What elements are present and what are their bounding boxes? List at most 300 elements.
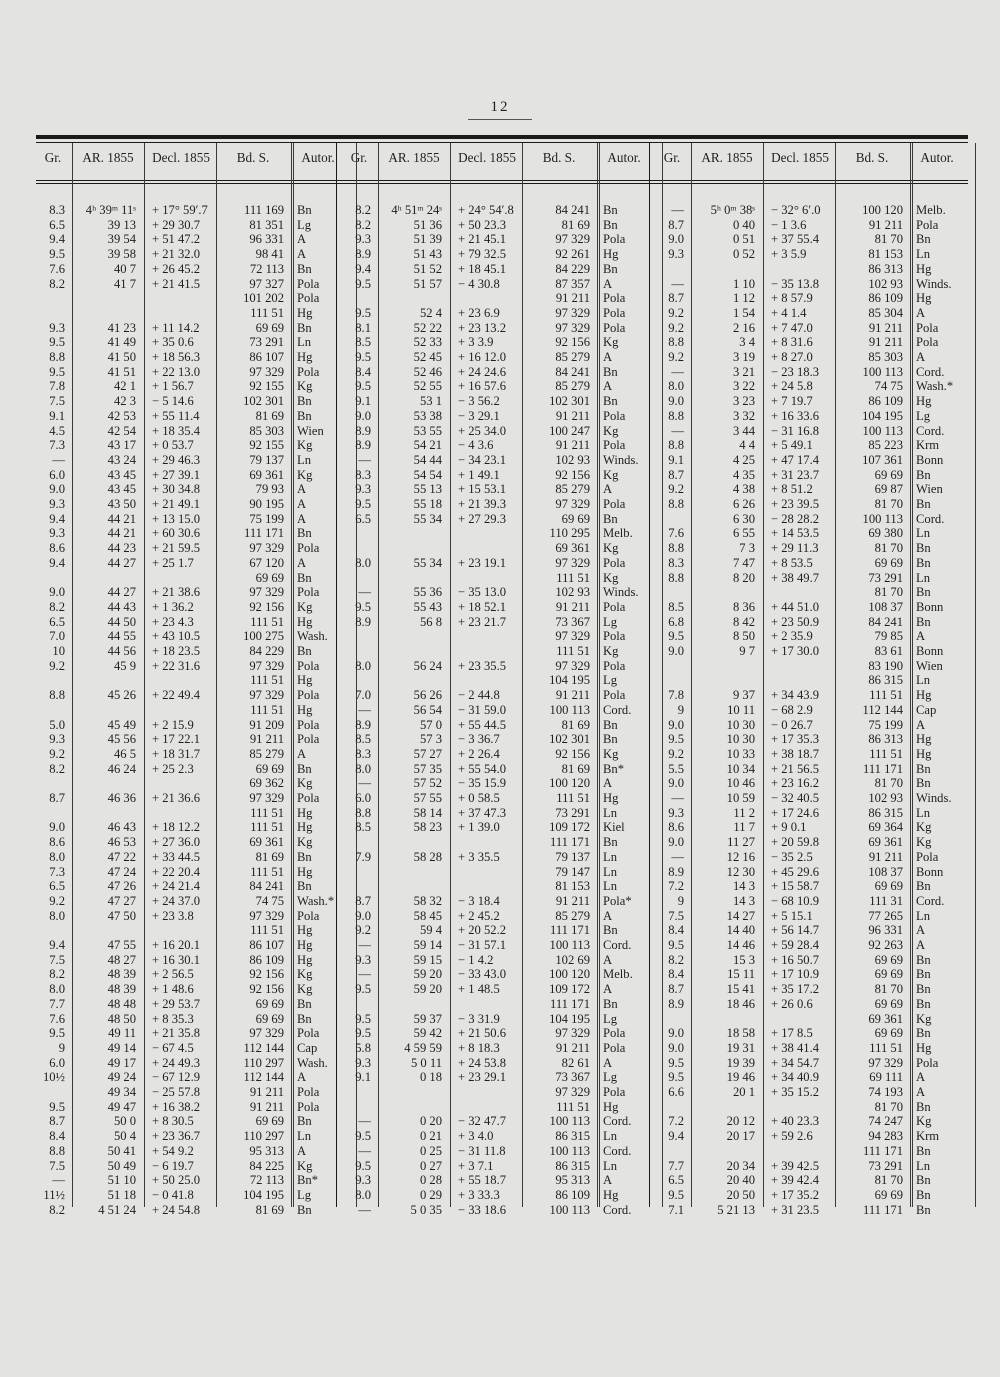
- cell-declination: + 27 29.3: [458, 511, 507, 526]
- cell-magnitude: —: [358, 1202, 371, 1217]
- cell-bd-zone-star: 97 329: [555, 305, 590, 320]
- cell-bd-zone-star: 69 69: [874, 879, 903, 894]
- cell-bd-zone-star: 104 195: [549, 673, 590, 688]
- cell-right-ascension: 55 34: [413, 511, 442, 526]
- cell-author: A: [916, 923, 926, 938]
- cell-author: Kg: [603, 570, 619, 585]
- cell-author: A: [297, 232, 307, 247]
- cell-author: Pola: [603, 1040, 626, 1055]
- cell-magnitude: 9.5: [355, 350, 371, 364]
- cell-bd-zone-star: 75 199: [249, 511, 284, 526]
- cell-declination: + 23 13.2: [458, 320, 507, 335]
- cell-declination: + 21 36.6: [152, 791, 201, 805]
- cell-declination: + 0 53.7: [152, 438, 194, 453]
- cell-declination: − 32 47.7: [458, 1114, 507, 1129]
- cell-right-ascension: 18 46: [726, 996, 755, 1011]
- cell-bd-zone-star: 111 51: [250, 673, 284, 688]
- cell-bd-zone-star: 100 120: [862, 203, 903, 217]
- cell-declination: − 31 57.1: [458, 938, 507, 952]
- cell-bd-zone-star: 79 137: [555, 849, 590, 864]
- cell-right-ascension: 57 52: [413, 776, 442, 791]
- cell-declination: − 0 26.7: [771, 717, 813, 732]
- cell-magnitude: 9.3: [49, 320, 65, 335]
- cell-author: A: [603, 776, 613, 791]
- cell-magnitude: 8.7: [49, 791, 65, 805]
- cell-right-ascension: 20 40: [726, 1173, 755, 1188]
- cell-author: Bn: [297, 570, 312, 585]
- cell-declination: + 13 15.0: [152, 511, 201, 526]
- cell-right-ascension: 50 4: [113, 1129, 136, 1144]
- cell-bd-zone-star: 92 156: [249, 982, 284, 997]
- cell-bd-zone-star: 102 93: [868, 276, 903, 291]
- cell-declination: + 23 3.8: [152, 908, 194, 923]
- cell-right-ascension: 42 54: [107, 423, 136, 438]
- cell-magnitude: 8.7: [355, 893, 371, 908]
- cell-author: Ln: [916, 908, 930, 923]
- cell-author: A: [916, 1070, 926, 1085]
- cell-declination: + 3 33.3: [458, 1187, 500, 1202]
- cell-right-ascension: 57 3: [419, 732, 442, 747]
- cell-right-ascension: 4 35: [732, 467, 755, 482]
- cell-bd-zone-star: 100 113: [862, 423, 903, 438]
- cell-magnitude: 9.0: [668, 717, 684, 732]
- cell-declination: + 18 45.1: [458, 261, 507, 276]
- cell-magnitude: 8.8: [668, 570, 684, 585]
- cell-magnitude: 6.0: [49, 467, 65, 482]
- cell-right-ascension: 42 3: [113, 394, 136, 409]
- cell-author: Pola: [297, 688, 320, 703]
- cell-declination: + 24 21.4: [152, 879, 201, 894]
- cell-bd-zone-star: 110 297: [243, 1129, 284, 1144]
- cell-declination: + 50 25.0: [152, 1173, 201, 1188]
- cell-author: A: [297, 511, 307, 526]
- cell-magnitude: 8.7: [668, 291, 684, 306]
- cell-author: Ln: [916, 247, 930, 262]
- cell-bd-zone-star: 112 144: [862, 702, 903, 717]
- cell-right-ascension: 49 17: [107, 1055, 136, 1070]
- column-separator: [597, 143, 600, 1207]
- cell-magnitude: 8.8: [49, 1143, 65, 1158]
- cell-bd-zone-star: 102 301: [243, 394, 284, 409]
- cell-author: Pola*: [603, 893, 632, 908]
- cell-author: Pola: [297, 717, 320, 732]
- cell-magnitude: 9.0: [668, 776, 684, 791]
- cell-right-ascension: 0 20: [419, 1114, 442, 1129]
- cell-declination: − 35 13.0: [458, 585, 507, 600]
- column-header-magnitude: Gr.: [663, 150, 681, 165]
- cell-author: Hg: [297, 673, 313, 688]
- cell-declination: + 20 52.2: [458, 923, 507, 938]
- cell-declination: + 22 20.4: [152, 864, 201, 879]
- cell-declination: + 55 44.5: [458, 717, 507, 732]
- cell-declination: + 22 13.0: [152, 364, 201, 379]
- cell-declination: + 18 52.1: [458, 599, 507, 614]
- cell-declination: + 3 3.9: [458, 335, 494, 350]
- cell-bd-zone-star: 111 51: [556, 1099, 590, 1114]
- cell-right-ascension: 46 5: [113, 746, 136, 761]
- cell-magnitude: 7.8: [49, 379, 65, 394]
- cell-magnitude: 8.0: [49, 849, 65, 864]
- cell-author: A: [603, 952, 613, 967]
- cell-author: Kg: [603, 644, 619, 658]
- cell-declination: + 23 29.1: [458, 1070, 507, 1085]
- cell-author: A: [297, 746, 307, 761]
- cell-right-ascension: 0 51: [732, 232, 755, 247]
- cell-bd-zone-star: 86 313: [868, 261, 903, 276]
- cell-bd-zone-star: 81 69: [255, 1202, 284, 1217]
- cell-declination: + 51 47.2: [152, 232, 201, 247]
- cell-author: Bn: [916, 967, 931, 982]
- cell-right-ascension: 3 22: [732, 379, 755, 394]
- cell-author: Hg: [297, 805, 313, 820]
- cell-right-ascension: 44 21: [107, 511, 136, 526]
- cell-author: Cord.: [603, 1114, 632, 1129]
- cell-right-ascension: 19 31: [726, 1040, 755, 1055]
- cell-declination: − 2 44.8: [458, 688, 500, 703]
- cell-bd-zone-star: 100 113: [549, 1202, 590, 1217]
- cell-declination: − 0 41.8: [152, 1187, 194, 1202]
- cell-right-ascension: 4 4: [739, 438, 755, 453]
- cell-author: Bn: [297, 849, 312, 864]
- cell-bd-zone-star: 69 69: [255, 996, 284, 1011]
- cell-declination: − 68 10.9: [771, 893, 820, 908]
- cell-author: Bn: [916, 1202, 931, 1217]
- cell-bd-zone-star: 92 261: [555, 247, 590, 262]
- cell-declination: + 18 35.4: [152, 423, 201, 438]
- cell-bd-zone-star: 69 111: [869, 1070, 903, 1085]
- cell-right-ascension: 57 0: [419, 717, 442, 732]
- cell-right-ascension: 11 27: [727, 835, 755, 850]
- cell-declination: − 31 11.8: [458, 1143, 506, 1158]
- cell-author: Bn: [916, 879, 931, 894]
- cell-magnitude: 9.5: [49, 1026, 65, 1041]
- cell-magnitude: 9.3: [668, 805, 684, 820]
- cell-bd-zone-star: 81 351: [249, 217, 284, 232]
- cell-right-ascension: 10 33: [726, 746, 755, 761]
- cell-declination: − 23 18.3: [771, 364, 820, 379]
- cell-magnitude: 9.5: [355, 276, 371, 291]
- cell-declination: + 23 19.1: [458, 555, 507, 570]
- cell-declination: + 1 36.2: [152, 599, 194, 614]
- cell-magnitude: 10: [52, 644, 65, 658]
- cell-right-ascension: 20 17: [726, 1129, 755, 1144]
- cell-declination: + 24 54.8: [152, 1202, 201, 1217]
- cell-author: Bn: [603, 394, 618, 409]
- cell-right-ascension: 44 56: [107, 644, 136, 658]
- cell-magnitude: —: [358, 452, 371, 467]
- cell-bd-zone-star: 95 313: [249, 1143, 284, 1158]
- cell-bd-zone-star: 111 51: [250, 702, 284, 717]
- cell-author: Pola: [297, 291, 320, 306]
- cell-author: A: [297, 247, 307, 262]
- cell-right-ascension: 58 23: [413, 820, 442, 835]
- cell-bd-zone-star: 69 361: [555, 541, 590, 556]
- cell-right-ascension: 44 27: [107, 585, 136, 600]
- cell-author: Ln: [603, 879, 617, 894]
- cell-declination: + 17 10.9: [771, 967, 820, 982]
- cell-bd-zone-star: 91 211: [555, 1040, 590, 1055]
- cell-bd-zone-star: 75 199: [868, 717, 903, 732]
- cell-author: Bn: [603, 511, 618, 526]
- cell-magnitude: 8.7: [49, 1114, 65, 1129]
- cell-author: Bn: [297, 1011, 312, 1026]
- cell-right-ascension: 44 21: [107, 526, 136, 541]
- cell-author: Lg: [603, 673, 617, 688]
- cell-author: A: [603, 982, 613, 997]
- cell-bd-zone-star: 85 279: [555, 350, 590, 364]
- cell-magnitude: 9.2: [668, 746, 684, 761]
- cell-bd-zone-star: 111 51: [869, 1040, 903, 1055]
- cell-bd-zone-star: 100 113: [862, 511, 903, 526]
- header-rule: [36, 180, 968, 181]
- cell-magnitude: —: [358, 1114, 371, 1129]
- cell-right-ascension: 59 42: [413, 1026, 442, 1041]
- cell-right-ascension: 20 1: [732, 1085, 755, 1099]
- cell-declination: + 8 51.2: [771, 482, 813, 497]
- cell-author: Bn: [916, 555, 931, 570]
- cell-author: Pola: [603, 1085, 626, 1099]
- cell-magnitude: 8.2: [49, 761, 65, 776]
- cell-magnitude: 8.9: [668, 996, 684, 1011]
- cell-magnitude: 7.1: [668, 1202, 684, 1217]
- cell-magnitude: 8.0: [49, 908, 65, 923]
- cell-right-ascension: 47 24: [107, 864, 136, 879]
- cell-bd-zone-star: 85 279: [555, 379, 590, 394]
- cell-bd-zone-star: 111 31: [869, 893, 903, 908]
- cell-right-ascension: 4 38: [732, 482, 755, 497]
- cell-author: Pola: [297, 908, 320, 923]
- cell-declination: + 30 34.8: [152, 482, 201, 497]
- cell-right-ascension: 8 36: [732, 599, 755, 614]
- top-rule-thin: [36, 142, 968, 143]
- cell-author: Hg: [916, 688, 932, 703]
- cell-right-ascension: 58 28: [413, 849, 442, 864]
- cell-right-ascension: 52 45: [413, 350, 442, 364]
- cell-author: Winds.: [916, 791, 952, 805]
- column-separator: [910, 143, 913, 1207]
- cell-right-ascension: 56 8: [419, 614, 442, 629]
- cell-author: Bn*: [603, 761, 624, 776]
- cell-declination: + 3 5.9: [771, 247, 807, 262]
- cell-declination: + 23 35.5: [458, 658, 507, 673]
- cell-right-ascension: 12 16: [726, 849, 755, 864]
- cell-bd-zone-star: 111 171: [550, 835, 590, 850]
- cell-bd-zone-star: 102 301: [549, 732, 590, 747]
- cell-right-ascension: 59 37: [413, 1011, 442, 1026]
- cell-bd-zone-star: 81 70: [874, 982, 903, 997]
- cell-bd-zone-star: 69 361: [868, 835, 903, 850]
- cell-right-ascension: 48 50: [107, 1011, 136, 1026]
- column-header-decl: Decl. 1855: [152, 150, 210, 165]
- cell-right-ascension: 47 22: [107, 849, 136, 864]
- cell-bd-zone-star: 97 329: [249, 688, 284, 703]
- cell-declination: + 23 4.3: [152, 614, 194, 629]
- cell-bd-zone-star: 69 69: [255, 1011, 284, 1026]
- cell-magnitude: 7.8: [668, 688, 684, 703]
- cell-author: Pola: [603, 658, 626, 673]
- cell-declination: + 35 0.6: [152, 335, 194, 350]
- cell-declination: + 23 50.9: [771, 614, 820, 629]
- cell-bd-zone-star: 97 329: [555, 658, 590, 673]
- cell-magnitude: 9.5: [355, 497, 371, 511]
- column-separator: [450, 143, 451, 1207]
- cell-declination: + 55 54.0: [458, 761, 507, 776]
- cell-bd-zone-star: 91 211: [868, 320, 903, 335]
- cell-bd-zone-star: 97 329: [555, 320, 590, 335]
- cell-right-ascension: 48 48: [107, 996, 136, 1011]
- cell-author: Pola: [297, 1026, 320, 1041]
- cell-bd-zone-star: 81 153: [868, 247, 903, 262]
- cell-bd-zone-star: 91 211: [868, 335, 903, 350]
- cell-author: Lg: [603, 1070, 617, 1085]
- cell-magnitude: 9.3: [355, 232, 371, 247]
- cell-author: Bn: [297, 761, 312, 776]
- cell-right-ascension: 43 24: [107, 452, 136, 467]
- cell-right-ascension: 49 47: [107, 1099, 136, 1114]
- cell-magnitude: 9.3: [355, 1055, 371, 1070]
- cell-bd-zone-star: 73 367: [555, 1070, 590, 1085]
- cell-magnitude: 8.8: [668, 335, 684, 350]
- cell-right-ascension: 7 47: [732, 555, 755, 570]
- cell-bd-zone-star: 98 41: [255, 247, 284, 262]
- cell-magnitude: 7.2: [668, 1114, 684, 1129]
- cell-bd-zone-star: 69 87: [874, 482, 903, 497]
- cell-right-ascension: 45 49: [107, 717, 136, 732]
- cell-magnitude: —: [358, 967, 371, 982]
- cell-magnitude: 7.6: [668, 526, 684, 541]
- column-header-bd: Bd. S.: [855, 150, 889, 165]
- cell-author: Kiel: [603, 820, 625, 835]
- cell-declination: + 21 45.1: [458, 232, 507, 247]
- cell-author: Cord.: [603, 702, 632, 717]
- cell-bd-zone-star: 69 361: [249, 467, 284, 482]
- cell-magnitude: 8.9: [355, 614, 371, 629]
- cell-declination: − 68 2.9: [771, 702, 813, 717]
- cell-declination: + 21 59.5: [152, 541, 201, 556]
- cell-author: A: [603, 276, 613, 291]
- cell-bd-zone-star: 92 156: [249, 967, 284, 982]
- cell-declination: − 3 18.4: [458, 893, 500, 908]
- cell-author: Pola: [603, 497, 626, 511]
- cell-bd-zone-star: 111 51: [556, 791, 590, 805]
- cell-author: A: [916, 717, 926, 732]
- cell-magnitude: 8.6: [668, 820, 684, 835]
- cell-author: Bn: [603, 717, 618, 732]
- cell-author: A: [297, 1070, 307, 1085]
- cell-right-ascension: 49 34: [107, 1085, 136, 1099]
- column-header-bd: Bd. S.: [236, 150, 270, 165]
- cell-bd-zone-star: 84 229: [555, 261, 590, 276]
- cell-magnitude: 8.5: [668, 599, 684, 614]
- cell-author: Hg: [916, 291, 932, 306]
- cell-bd-zone-star: 101 202: [243, 291, 284, 306]
- cell-author: Bn: [297, 1202, 312, 1217]
- cell-declination: + 56 14.7: [771, 923, 820, 938]
- cell-right-ascension: 8 20: [732, 570, 755, 585]
- cell-author: A: [916, 629, 926, 644]
- cell-declination: + 22 31.6: [152, 658, 201, 673]
- cell-right-ascension: 55 18: [413, 497, 442, 511]
- cell-bd-zone-star: 91 211: [868, 217, 903, 232]
- cell-bd-zone-star: 97 329: [555, 1085, 590, 1099]
- cell-declination: + 18 23.5: [152, 644, 201, 658]
- cell-magnitude: 8.0: [668, 379, 684, 394]
- cell-declination: + 50 23.3: [458, 217, 507, 232]
- cell-declination: + 17° 59′.7: [152, 203, 208, 217]
- cell-right-ascension: 20 34: [726, 1158, 755, 1173]
- cell-magnitude: —: [52, 452, 65, 467]
- cell-author: Wash.: [297, 1055, 328, 1070]
- cell-declination: + 1 49.1: [458, 467, 500, 482]
- cell-declination: + 3 7.1: [458, 1158, 494, 1173]
- cell-declination: − 33 18.6: [458, 1202, 507, 1217]
- cell-bd-zone-star: 81 70: [874, 585, 903, 600]
- cell-author: A: [603, 1173, 613, 1188]
- cell-bd-zone-star: 91 211: [555, 688, 590, 703]
- cell-declination: + 37 47.3: [458, 805, 507, 820]
- cell-author: Bn: [603, 923, 618, 938]
- cell-magnitude: 9.5: [668, 732, 684, 747]
- cell-declination: + 0 58.5: [458, 791, 500, 805]
- cell-author: Bonn: [916, 599, 944, 614]
- cell-right-ascension: 0 25: [419, 1143, 442, 1158]
- cell-magnitude: 8.5: [355, 820, 371, 835]
- cell-magnitude: 6.0: [355, 791, 371, 805]
- cell-magnitude: 9.3: [355, 1173, 371, 1188]
- cell-bd-zone-star: 112 144: [243, 1040, 284, 1055]
- cell-right-ascension: 46 24: [107, 761, 136, 776]
- cell-magnitude: —: [358, 938, 371, 952]
- cell-magnitude: 9.0: [668, 644, 684, 658]
- cell-bd-zone-star: 79 147: [555, 864, 590, 879]
- cell-declination: + 26 45.2: [152, 261, 201, 276]
- cell-bd-zone-star: 69 69: [255, 320, 284, 335]
- cell-author: Bn: [916, 776, 931, 791]
- cell-author: Bn: [916, 1099, 931, 1114]
- cell-author: Bn: [603, 261, 618, 276]
- cell-declination: + 24 49.3: [152, 1055, 201, 1070]
- cell-declination: + 8 27.0: [771, 350, 813, 364]
- cell-right-ascension: 43 17: [107, 438, 136, 453]
- cell-bd-zone-star: 73 291: [868, 1158, 903, 1173]
- cell-author: A: [603, 1055, 613, 1070]
- cell-declination: + 16 20.1: [152, 938, 201, 952]
- cell-bd-zone-star: 91 211: [555, 599, 590, 614]
- cell-declination: + 2 56.5: [152, 967, 194, 982]
- cell-right-ascension: 40 7: [113, 261, 136, 276]
- cell-magnitude: 9.0: [668, 232, 684, 247]
- cell-right-ascension: 53 1: [419, 394, 442, 409]
- cell-bd-zone-star: 85 303: [249, 423, 284, 438]
- cell-author: Bn: [297, 408, 312, 423]
- cell-declination: + 20 59.8: [771, 835, 820, 850]
- cell-author: Hg: [916, 1040, 932, 1055]
- cell-right-ascension: 0 21: [419, 1129, 442, 1144]
- cell-author: Bn: [916, 1187, 931, 1202]
- cell-right-ascension: 3 21: [732, 364, 755, 379]
- cell-magnitude: 9.0: [355, 408, 371, 423]
- cell-author: Pola: [603, 688, 626, 703]
- cell-magnitude: 9.1: [49, 408, 65, 423]
- cell-bd-zone-star: 79 93: [255, 482, 284, 497]
- cell-right-ascension: 56 24: [413, 658, 442, 673]
- cell-author: Ln: [603, 849, 617, 864]
- cell-right-ascension: 0 28: [419, 1173, 442, 1188]
- cell-author: Kg: [297, 967, 313, 982]
- cell-declination: + 29 53.7: [152, 996, 201, 1011]
- cell-author: Pola: [916, 1055, 939, 1070]
- cell-bd-zone-star: 111 171: [863, 1143, 903, 1158]
